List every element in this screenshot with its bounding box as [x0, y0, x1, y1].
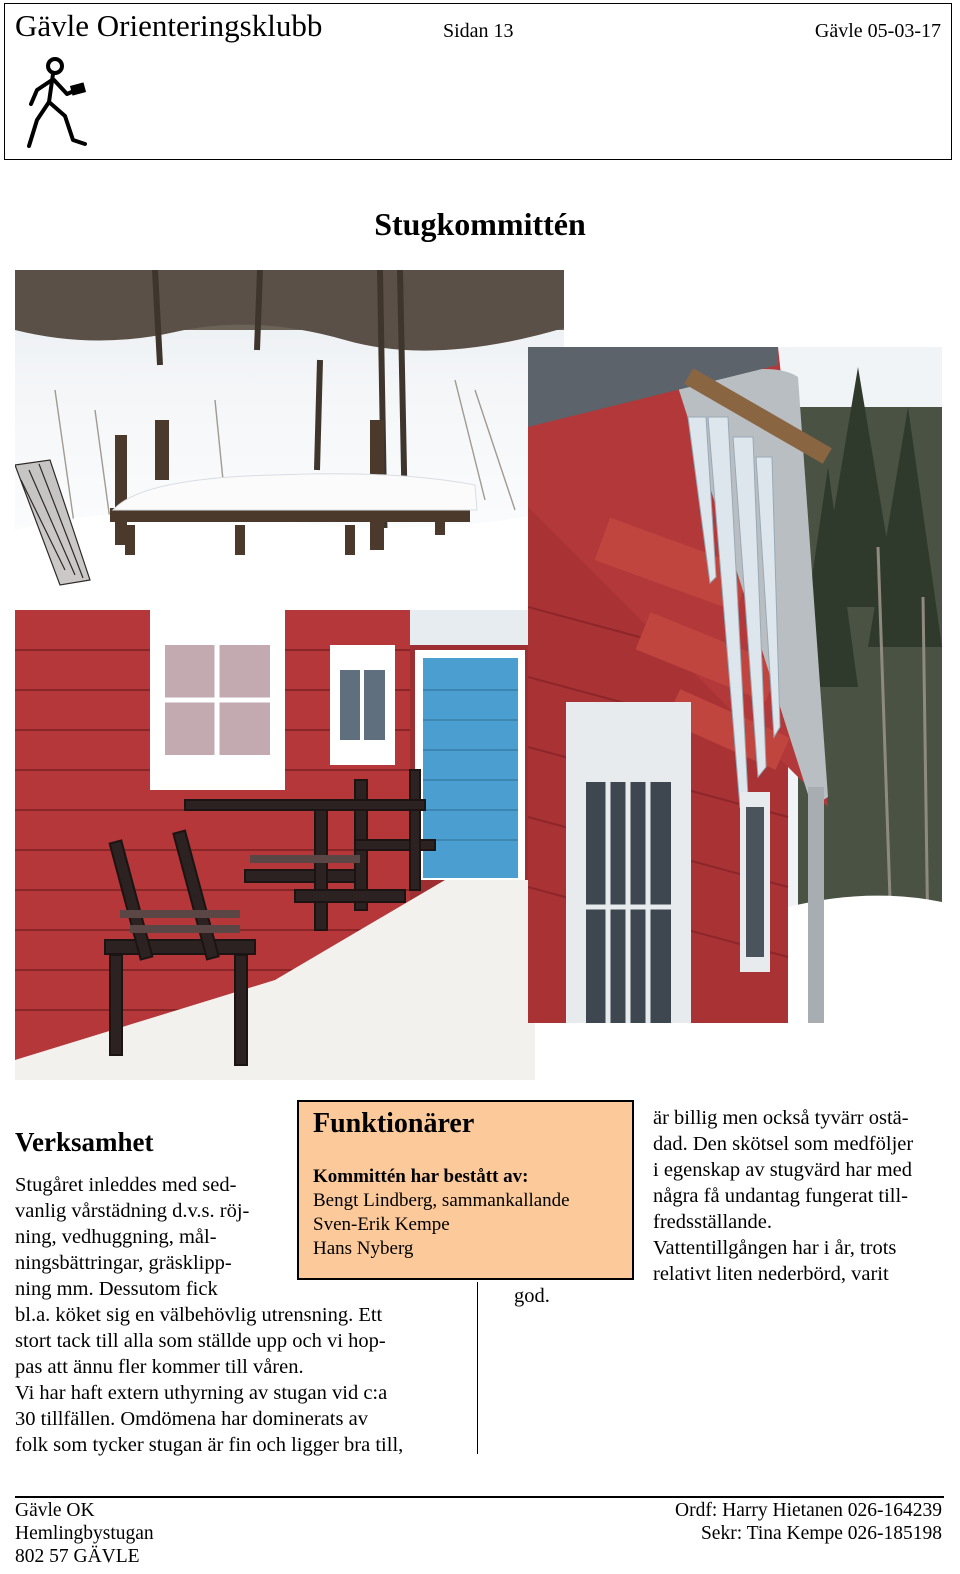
- functionaries-box: [297, 1100, 634, 1280]
- runner-icon: [25, 54, 95, 154]
- right-column-line: i egenskap av stugvärd har med: [653, 1159, 913, 1181]
- right-column-line: fredsställande.: [653, 1211, 772, 1233]
- body-text-line: Vi har haft extern uthyrning av stugan vid c:a: [15, 1382, 388, 1404]
- functionaries-title: Funktionärer: [313, 1108, 475, 1139]
- right-column-line: är billig men också tyvärr ostä-: [653, 1107, 909, 1129]
- right-column-line: relativt liten nederbörd, varit: [653, 1263, 889, 1285]
- page-number: Sidan 13: [443, 20, 514, 42]
- committee-member: Sven-Erik Kempe: [313, 1214, 450, 1235]
- body-text-continuation: god.: [514, 1285, 550, 1307]
- body-text-line: ning, vedhuggning, mål-: [15, 1226, 217, 1248]
- footer-org: Gävle OK: [15, 1500, 95, 1521]
- body-text-line: vanlig vårstädning d.v.s. röj-: [15, 1200, 250, 1222]
- body-text-line: stort tack till alla som ställde upp och vi hop-: [15, 1330, 386, 1352]
- footer-secretary-contact: Sekr: Tina Kempe 026-185198: [700, 1523, 942, 1544]
- page-header: [4, 3, 952, 160]
- footer-location: Hemlingbystugan: [15, 1523, 154, 1544]
- body-text-line: 30 tillfällen. Omdömena har dominerats av: [15, 1408, 368, 1430]
- body-text-line: ningsbättringar, gräsklipp-: [15, 1252, 232, 1274]
- footer-rule: [15, 1496, 944, 1498]
- column-divider: [477, 1282, 478, 1454]
- body-text-line: bl.a. köket sig en välbehövlig utrensning. Ett: [15, 1304, 383, 1326]
- header-date: Gävle 05-03-17: [814, 20, 941, 42]
- snow-tables-photo: [15, 270, 564, 615]
- right-column-line: några få undantag fungerat till-: [653, 1185, 908, 1207]
- section-title: Stugkommittén: [374, 206, 586, 242]
- verksamhet-heading: Verksamhet: [15, 1127, 154, 1157]
- icicles-photo: [528, 347, 942, 1023]
- committee-member: Hans Nyberg: [313, 1238, 414, 1259]
- right-column-line: Vattentillgången har i år, trots: [653, 1237, 897, 1259]
- body-text-line: ning mm. Dessutom fick: [15, 1278, 218, 1300]
- body-text-line: Stugåret inleddes med sed-: [15, 1174, 237, 1196]
- committee-member: Bengt Lindberg, sammankallande: [313, 1190, 570, 1211]
- footer-postal: 802 57 GÄVLE: [15, 1546, 140, 1567]
- body-text-line: folk som tycker stugan är fin och ligger bra till,: [15, 1434, 404, 1456]
- body-text-line: pas att ännu fler kommer till våren.: [15, 1356, 304, 1378]
- red-cabin-chairs-photo: [15, 610, 535, 1080]
- club-name: Gävle Orienteringsklubb: [15, 8, 323, 43]
- footer-chair-contact: Ordf: Harry Hietanen 026-164239: [675, 1500, 942, 1521]
- right-column-line: dad. Den skötsel som medföljer: [653, 1133, 914, 1155]
- committee-heading: Kommittén har bestått av:: [313, 1166, 529, 1187]
